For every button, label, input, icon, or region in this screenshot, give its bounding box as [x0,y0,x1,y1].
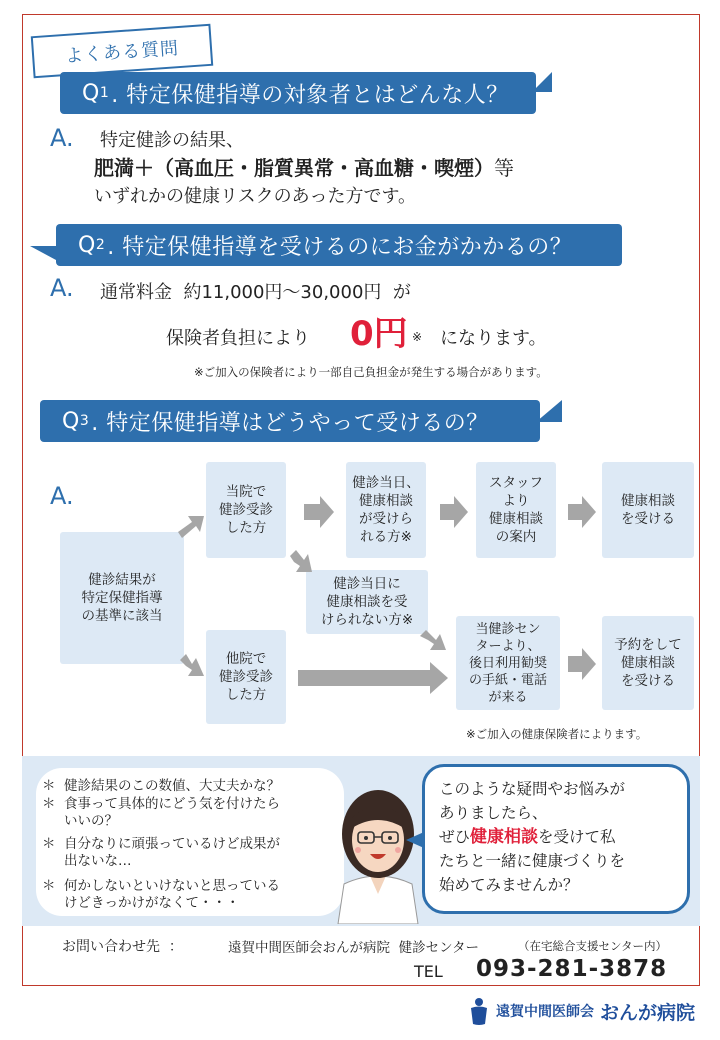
nurse-illustration [330,772,426,924]
q2-burden-suffix: になります。 [440,328,547,349]
arrow-other-to-letter [298,662,448,694]
q1-answer-line3: いずれかの健康リスクのあった方です。 [94,186,417,207]
contact-org: 遠賀中間医師会おんが病院 健診センター [228,940,480,956]
arrow-this-to-yes [304,496,334,528]
q1-risk-factors: 肥満＋（高血圧・脂質異常・高血糖・喫煙） [94,156,494,180]
q2-note: ※ご加入の保険者により一部自己負担金が発生する場合があります。 [194,365,548,379]
bullet-mark: ＊ [42,796,56,812]
arrow-start-to-other [180,654,204,676]
concern-item-2: 食事って具体的にどう気を付けたら いいの？ [64,796,280,829]
bullet-mark: ＊ [42,878,56,894]
bullet-mark: ＊ [42,778,56,794]
speech-health-consult: 健康相談 [470,827,539,847]
q2-text: . 特定保健指導を受けるのにお金がかかるの？ [107,234,573,260]
concern-item-1: 健診結果のこの数値、大丈夫かな？ [64,778,280,794]
flow-other-hospital-box: 他院で 健診受診 した方 [206,630,286,724]
bullet-mark: ＊ [42,836,56,852]
q2-zero-yen: 0円 [350,314,408,354]
q3-prefix: Q [62,408,80,434]
hospital-logo-icon [466,996,492,1026]
arrow-letter-to-reserve [568,648,596,680]
logo-name: おんが病院 [600,1001,696,1024]
concern-item-4: 何かしないといけないと思っている けどきっかけがなくて・・・ [64,878,280,911]
speech-line3 [439,825,673,849]
speech-line1: このような疑問やお悩みが [439,780,626,798]
q2-burden-prefix: 保険者負担により [166,328,310,349]
flow-letter-box: 当健診セン ターより、 後日利用勧奨 の手紙・電話 が来る [456,616,560,710]
q1-answer-line1: 特定健診の結果、 [100,130,244,151]
arrow-staff-to-receive [568,496,596,528]
speech-line4: たちと一緒に健康づくりを [439,852,626,870]
q1-answer-label: A. [50,124,74,152]
faq-tag: よくある質問 [31,24,213,78]
q2-prefix: Q [78,232,96,258]
q2-mark: ※ [412,330,423,344]
speech-bubble [422,764,690,914]
q3-text: . 特定保健指導はどうやって受けるの？ [91,410,489,436]
concern-item-3: 自分なりに頑張っているけど成果が 出ないな… [64,836,280,869]
flow-this-hospital-box: 当院で 健診受診 した方 [206,462,286,558]
speech-line2: ありましたら、 [439,804,548,822]
arrow-yes-to-staff [440,496,468,528]
tel-label: TEL [414,962,443,981]
q1-num: 1 [99,85,110,101]
flow-same-day-no-box: 健診当日に 健康相談を受 けられない方※ [306,570,428,634]
logo-org: 遠賀中間医師会 [496,1004,594,1020]
concern-bullet-2 [42,796,56,813]
speech-line5: 始めてみませんか？ [439,876,579,894]
contact-label: お問い合わせ先 ： [62,939,183,955]
flow-staff-guide-box: スタッフ より 健康相談 の案内 [476,462,556,558]
q1-prefix: Q [82,80,100,106]
q1-text: . 特定保健指導の対象者とはどんな人？ [111,82,509,108]
q3-note: ※ご加入の健康保険者によります。 [466,727,648,741]
hospital-logo [466,996,695,1026]
concern-bullet-4 [42,878,56,895]
flow-receive-consult-box: 健康相談 を受ける [602,462,694,558]
concern-bullet-1 [42,778,56,795]
q2-fee-line: 通常料金 約11,000円～30,000円 が [100,282,411,303]
speech-line3-post: を受けて私 [538,828,616,846]
q1-etc: 等 [494,156,514,180]
arrow-no-to-letter [420,630,446,650]
contact-org-sub: （在宅総合支援センター内） [518,939,668,953]
tel-number: 093-281-3878 [476,956,668,982]
concern-bullet-3 [42,836,56,853]
q3-num: 3 [79,413,90,429]
speech-tail [406,832,424,848]
q2-answer-label: A. [50,274,74,302]
q2-num: 2 [95,237,106,253]
flow-reserve-consult-box: 予約をして 健康相談 を受ける [602,616,694,710]
flow-start-box: 健診結果が 特定保健指導 の基準に該当 [60,532,184,664]
arrow-this-to-no [290,550,312,572]
q3-answer-label: A. [50,482,74,510]
flow-same-day-yes-box: 健診当日、 健康相談 が受けら れる方※ [346,462,426,558]
arrow-start-to-this [178,516,204,538]
speech-line3-pre: ぜひ [439,828,471,846]
